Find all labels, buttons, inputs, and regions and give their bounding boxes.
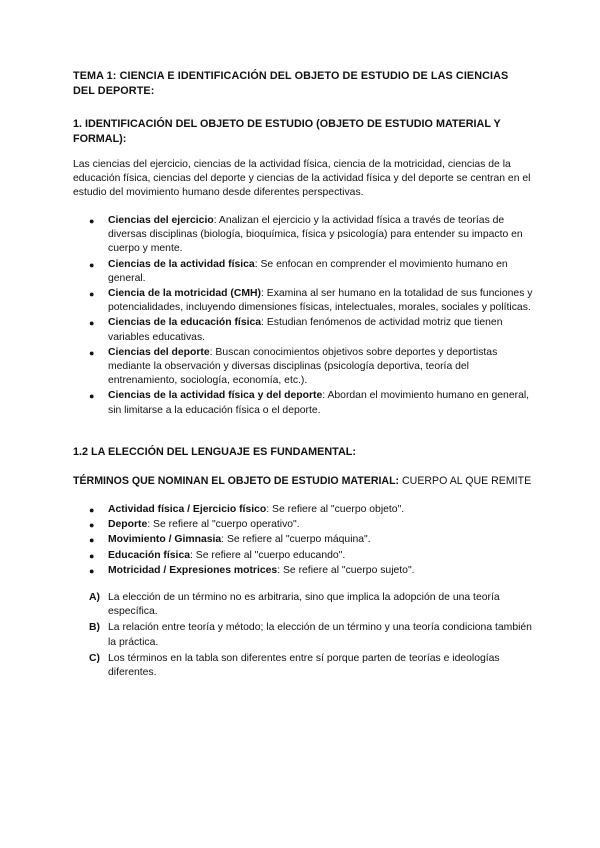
- section-1-intro: Las ciencias del ejercicio, ciencias de la actividad física, ciencia de la motricidad, ciencias de la educación física, ciencias del deporte y ciencias de la actividad física y del deporte se centran en el estudio del movimiento humano desde diferentes perspectivas.: [73, 159, 531, 199]
- item-term: Ciencias de la actividad física y del deporte: [108, 390, 323, 402]
- list-item: [73, 258, 533, 286]
- bullet-icon: ●: [89, 347, 95, 358]
- document-title: TEMA 1: CIENCIA E IDENTIFICACIÓN DEL OBJETO DE ESTUDIO DE LAS CIENCIAS DEL DEPORTE:: [73, 70, 509, 97]
- list-item: [73, 591, 533, 619]
- list-item: [73, 518, 533, 532]
- list-item: [73, 564, 533, 578]
- list-item: [73, 549, 533, 563]
- item-text: : Abordan el movimiento humano en general, sin limitarse a la educación física o el deporte.: [108, 390, 530, 416]
- bullet-icon: ●: [89, 520, 95, 531]
- list-item: [73, 287, 533, 315]
- item-term: Deporte: [108, 519, 148, 531]
- item-text: : Buscan conocimientos objetivos sobre deportes y deportistas mediante la observación y diversas disciplinas (psicología deportiva, teoría del entrenamiento, sociología, economía, etc.).: [108, 346, 498, 387]
- item-term: Ciencia de la motricidad (CMH): [108, 288, 261, 300]
- bullet-icon: ●: [89, 550, 95, 561]
- point-marker: A): [89, 592, 100, 603]
- section-2-heading: 1.2 LA ELECCIÓN DEL LENGUAJE ES FUNDAMENTAL:: [73, 446, 356, 458]
- item-term: Actividad física / Ejercicio físico: [108, 504, 267, 515]
- list-item: [73, 652, 533, 680]
- point-text: La elección de un término no es arbitraria, sino que implica la adopción de una teoría específica.: [108, 592, 500, 618]
- item-term: Ciencias de la educación física: [108, 317, 262, 329]
- list-item: [73, 346, 533, 389]
- point-text: La relación entre teoría y método; la elección de un término y una teoría condiciona también la práctica.: [108, 622, 532, 648]
- bullet-icon: ●: [89, 289, 95, 300]
- bullet-icon: ●: [89, 535, 95, 546]
- item-term: Educación física: [108, 549, 190, 561]
- terms-list: [73, 503, 533, 579]
- item-text: : Se refiere al "cuerpo máquina".: [221, 534, 371, 546]
- list-item: [73, 621, 533, 649]
- list-item: [73, 389, 533, 417]
- bullet-icon: ●: [89, 565, 95, 576]
- bullet-icon: ●: [89, 216, 95, 226]
- section-1-heading: 1. IDENTIFICACIÓN DEL OBJETO DE ESTUDIO (OBJETO DE ESTUDIO MATERIAL Y FORMAL):: [73, 118, 501, 145]
- lettered-points: [73, 591, 533, 682]
- bullet-icon: ●: [89, 391, 95, 402]
- sciences-list: [73, 214, 533, 419]
- list-item: [73, 316, 533, 344]
- bullet-icon: ●: [89, 505, 95, 515]
- item-term: Movimiento / Gimnasia: [108, 534, 222, 546]
- item-text: : Estudian fenómenos de actividad motriz que tienen variables educativas.: [108, 317, 503, 343]
- item-text: : Examina al ser humano en la totalidad de sus funciones y potencialidades, incluyendo dimensiones físicas, intelectuales, morales, sociales y políticas.: [108, 288, 533, 314]
- terms-subheading-bold: TÉRMINOS QUE NOMINAN EL OBJETO DE ESTUDIO MATERIAL:: [73, 475, 400, 487]
- point-marker: C): [89, 652, 100, 664]
- item-text: : Se refiere al "cuerpo operativo".: [147, 519, 300, 531]
- bullet-icon: ●: [89, 259, 95, 270]
- item-text: : Se refiere al "cuerpo objeto".: [266, 504, 405, 515]
- bullet-icon: ●: [89, 318, 95, 329]
- terms-subheading: [73, 474, 543, 489]
- list-item: [73, 533, 533, 547]
- item-text: : Se refiere al "cuerpo educando".: [190, 549, 346, 561]
- item-text: : Se enfocan en comprender el movimiento humano en general.: [108, 258, 508, 284]
- item-term: Motricidad / Expresiones motrices: [108, 564, 278, 576]
- point-marker: B): [89, 622, 100, 634]
- list-item: [73, 503, 533, 517]
- item-term: Ciencias de la actividad física: [108, 258, 255, 270]
- point-text: Los términos en la tabla son diferentes entre sí porque parten de teorías e ideologías diferentes.: [108, 652, 500, 679]
- item-term: Ciencias del deporte: [108, 346, 210, 358]
- item-text: : Analizan el ejercicio y la actividad física a través de teorías de diversas disciplinas (biología, bioquímica, física y psicología) para entender su impacto en cuerpo y mente.: [108, 215, 523, 255]
- item-text: : Se refiere al "cuerpo sujeto".: [277, 564, 415, 576]
- item-term: Ciencias del ejercicio: [108, 215, 214, 226]
- list-item: [73, 214, 533, 257]
- terms-subheading-rest: CUERPO AL QUE REMITE: [399, 475, 532, 487]
